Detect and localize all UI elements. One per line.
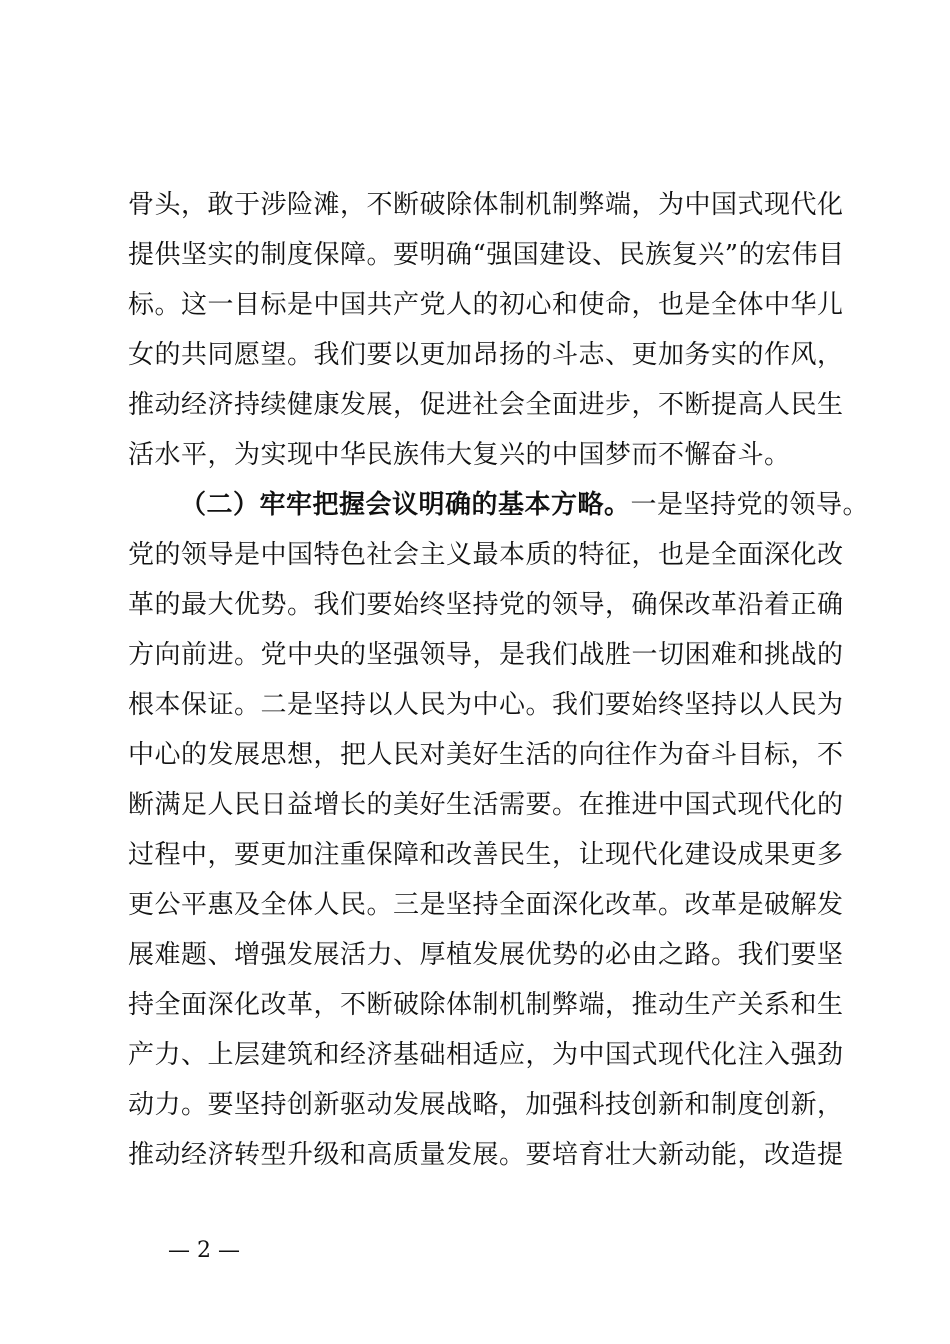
paragraph-line: 革的最大优势。我们要始终坚持党的领导，确保改革沿着正确	[128, 590, 844, 620]
paragraph-line: 更公平惠及全体人民。三是坚持全面深化改革。改革是破解发	[128, 890, 844, 920]
section-heading-rest: 一是坚持党的领导。	[630, 490, 870, 520]
paragraph-line: 中心的发展思想，把人民对美好生活的向往作为奋斗目标，不	[128, 740, 844, 770]
paragraph-line: 展难题、增强发展活力、厚植发展优势的必由之路。我们要坚	[128, 940, 844, 970]
paragraph-line: 推动经济持续健康发展，促进社会全面进步，不断提高人民生	[128, 390, 844, 420]
paragraph-line: 党的领导是中国特色社会主义最本质的特征，也是全面深化改	[128, 540, 844, 570]
paragraph-line: 持全面深化改革，不断破除体制机制弊端，推动生产关系和生	[128, 990, 844, 1020]
paragraph-line: 标。这一目标是中国共产党人的初心和使命，也是全体中华儿	[128, 290, 844, 320]
paragraph-line: 根本保证。二是坚持以人民为中心。我们要始终坚持以人民为	[128, 690, 844, 720]
paragraph-line: 女的共同愿望。我们要以更加昂扬的斗志、更加务实的作风，	[128, 340, 844, 370]
paragraph-line: 过程中，要更加注重保障和改善民生，让现代化建设成果更多	[128, 840, 844, 870]
section-heading: （二）牢牢把握会议明确的基本方略。	[180, 490, 631, 520]
paragraph-line: 产力、上层建筑和经济基础相适应，为中国式现代化注入强劲	[128, 1040, 844, 1070]
paragraph-line: 活水平，为实现中华民族伟大复兴的中国梦而不懈奋斗。	[128, 440, 791, 470]
paragraph-line: 骨头，敢于涉险滩，不断破除体制机制弊端，为中国式现代化	[128, 190, 844, 220]
page-number: — 2 —	[168, 1238, 240, 1263]
paragraph-line: 推动经济转型升级和高质量发展。要培育壮大新动能，改造提	[128, 1140, 844, 1170]
paragraph-line: 提供坚实的制度保障。要明确“强国建设、民族复兴”的宏伟目	[128, 240, 845, 270]
paragraph-line: 方向前进。党中央的坚强领导，是我们战胜一切困难和挑战的	[128, 640, 844, 670]
paragraph-line: 动力。要坚持创新驱动发展战略，加强科技创新和制度创新，	[128, 1090, 844, 1120]
paragraph-line: 断满足人民日益增长的美好生活需要。在推进中国式现代化的	[128, 790, 844, 820]
section-heading-line	[180, 485, 869, 525]
